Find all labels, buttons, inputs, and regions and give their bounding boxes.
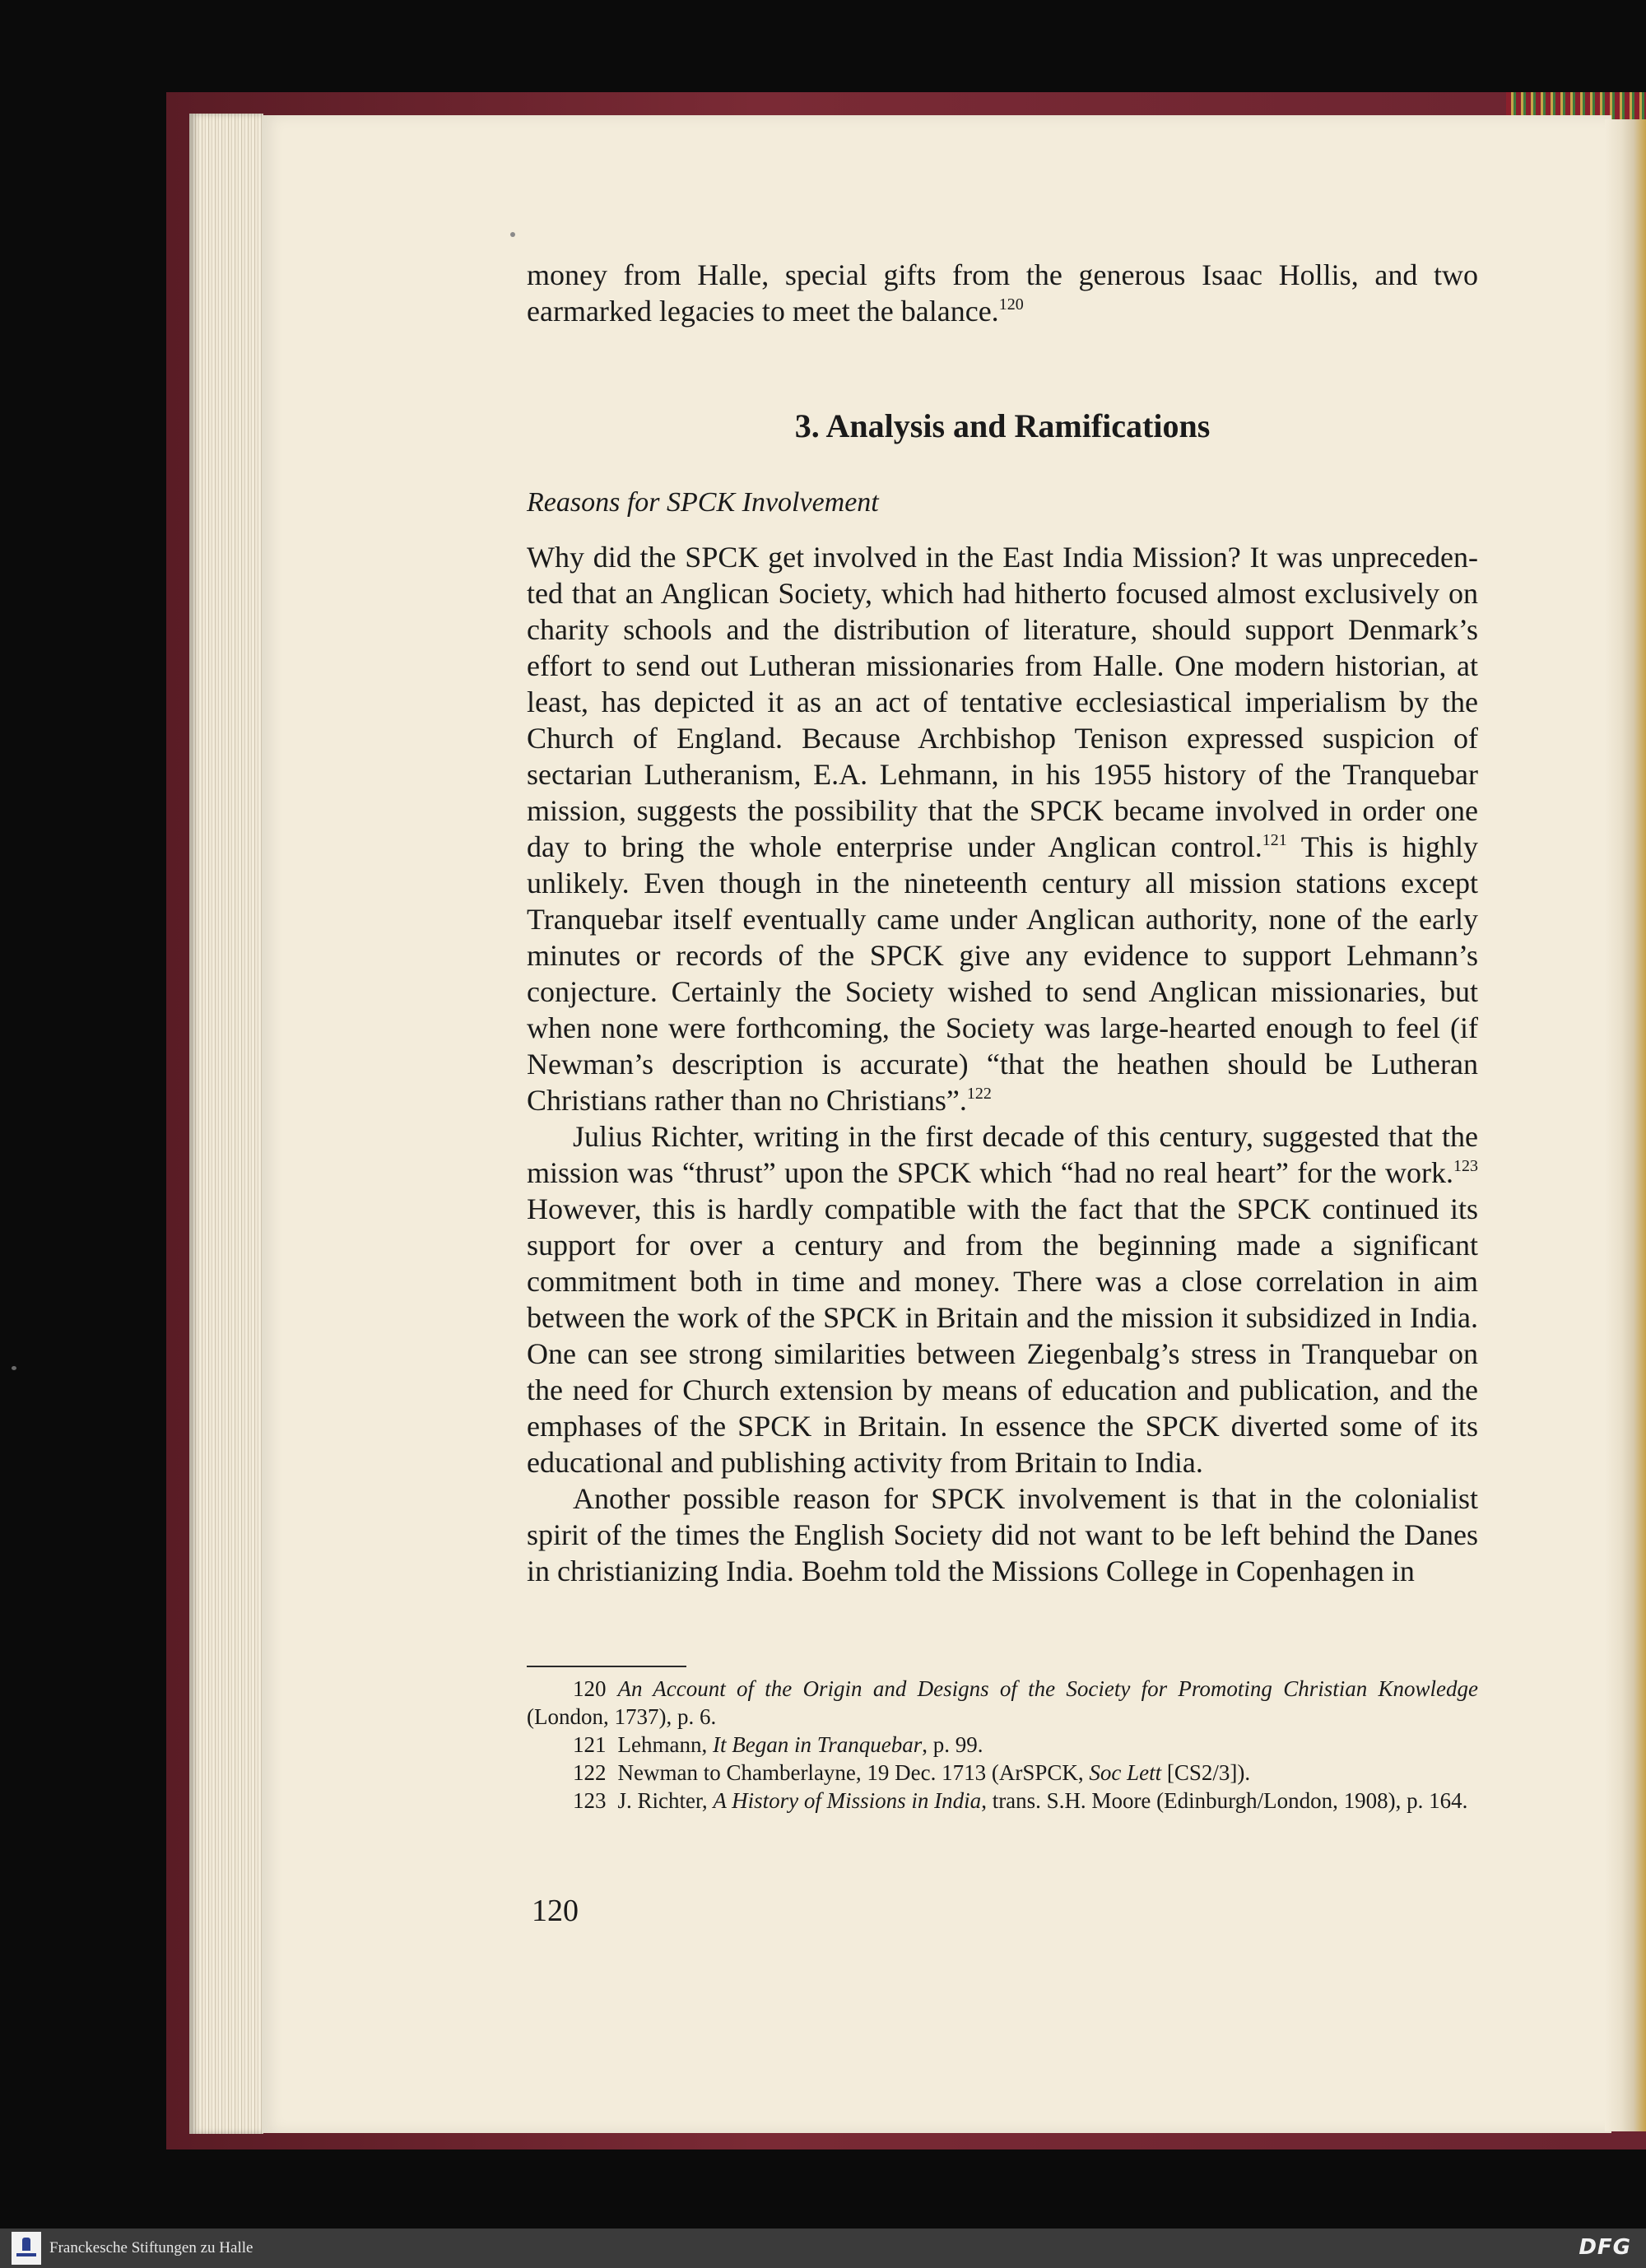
section-heading: 3. Analysis and Ramifications bbox=[794, 407, 1211, 444]
footnote-122 bbox=[527, 1759, 1478, 1787]
paragraph-2 bbox=[527, 1118, 1478, 1480]
dust-speck bbox=[12, 1366, 16, 1370]
subheading: Reasons for SPCK Involvement bbox=[527, 487, 879, 518]
footnote-121 bbox=[527, 1731, 1478, 1759]
paragraph-2-part1: Julius Richter, writing in the first decade of this century, suggested that the mission was “thrust” upon the SPCK which “had no real heart” for the work. bbox=[527, 1120, 1478, 1189]
paragraph-3: Another possible reason for SPCK involvement is that in the colonialist spirit of the times the English Society did not want to be left behind the Danes in christianizing India. Boehm told the Missions College in Copenhagen in bbox=[527, 1482, 1478, 1587]
footnote-rest: (London, 1737), p. 6. bbox=[527, 1704, 717, 1729]
main-text bbox=[527, 539, 1478, 1589]
footnote-number: 120 bbox=[573, 1676, 607, 1701]
footnote-pre: Newman to Chamberlayne, 19 Dec. 1713 (ArSPCK, bbox=[617, 1760, 1090, 1785]
paragraph-1 bbox=[527, 539, 1478, 1118]
paragraph-1-part1: Why did the SPCK get involved in the East India Mission? It was unprecedented that an Anglican Society, which had hitherto focused almost exclusively on charity schools and the distribution of literature, should support Denmark’s effort to send out Lutheran missionaries from Halle. One modern historian, at least, has depicted it as an act of tentative ecclesiastical imperialism by the Church of England. Because Archbishop Tenison expressed suspicion of sectarian Lutheranism, E.A. Lehmann, in his 1955 history of the Tranquebar mission, suggests the possibility that the SPCK became involved in order one day to bring the whole enterprise under Anglican control. bbox=[527, 541, 1478, 863]
footnote-number: 121 bbox=[573, 1732, 607, 1757]
footnote-120 bbox=[527, 1675, 1478, 1731]
franckesche-stiftungen-logo-icon[interactable] bbox=[12, 2232, 41, 2265]
footnote-rule bbox=[527, 1666, 686, 1667]
footnote-rest: , p. 99. bbox=[922, 1732, 983, 1757]
dfg-logo[interactable]: DFG bbox=[1579, 2235, 1631, 2260]
footnote-123 bbox=[527, 1787, 1478, 1815]
footnote-pre: J. Richter, bbox=[617, 1788, 714, 1813]
footnote-rest: , trans. S.H. Moore (Edinburgh/London, 1908), p. 164. bbox=[981, 1788, 1468, 1813]
footnote-pre: Lehmann, bbox=[617, 1732, 713, 1757]
logo-base bbox=[16, 2253, 36, 2256]
footnotes bbox=[527, 1675, 1478, 1815]
footnote-ref-122: 122 bbox=[966, 1085, 992, 1103]
top-paragraph bbox=[527, 257, 1478, 329]
footnote-number: 123 bbox=[573, 1788, 607, 1813]
page-gutter-edge bbox=[1605, 119, 1646, 2131]
footnote-ref-121: 121 bbox=[1262, 831, 1287, 849]
top-paragraph-text: money from Halle, special gifts from the generous Isaac Hollis, and two earmarked legacies to meet the balance. bbox=[527, 258, 1478, 328]
paper-speck bbox=[510, 232, 515, 237]
viewer-footer-bar bbox=[0, 2228, 1646, 2268]
footnote-ref-120: 120 bbox=[998, 295, 1024, 314]
logo-mark bbox=[22, 2238, 30, 2251]
footnote-title: A History of Missions in India bbox=[713, 1788, 982, 1813]
footnote-number: 122 bbox=[573, 1760, 607, 1785]
library-name-link[interactable]: Franckesche Stiftungen zu Halle bbox=[49, 2239, 253, 2256]
page-number: 120 bbox=[532, 1894, 579, 1928]
page-stack-edge bbox=[189, 114, 263, 2134]
paragraph-1-part2: This is highly unlikely. Even though in the nineteenth century all mission stations except Tranquebar itself eventually came under Anglican authority, none of the early minutes or records of the SPCK give any evidence to support Lehmann’s conjecture. Certainly the Society wished to send Anglican missionaries, but when none were forthcoming, the Society was large-hearted enough to feel (if Newman’s description is accurate) “that the heathen should be Lutheran Christians rather than no Christians”. bbox=[527, 830, 1479, 1117]
paragraph-2-part2: However, this is hardly compatible with the fact that the SPCK continued its support for over a century and from the beginning made a significant commitment both in time and money. There was a close correlation in aim between the work of the SPCK in Britain and the mission it subsidized in India. One can see strong similarities between Ziegenbalg’s stress in Tranquebar on the need for Church extension by means of education and publication, and the emphases of the SPCK in Britain. In essence the SPCK diverted some of its educational and publishing activity from Britain to India. bbox=[527, 1192, 1478, 1479]
footnote-title: Soc Lett bbox=[1089, 1760, 1162, 1785]
footnote-ref-123: 123 bbox=[1453, 1157, 1478, 1175]
footnote-title: It Began in Tranquebar bbox=[712, 1732, 923, 1757]
footnote-rest: [CS2/3]). bbox=[1161, 1760, 1251, 1785]
footnote-title: An Account of the Origin and Designs of the Society for Promoting Christian Knowledge bbox=[617, 1676, 1478, 1701]
